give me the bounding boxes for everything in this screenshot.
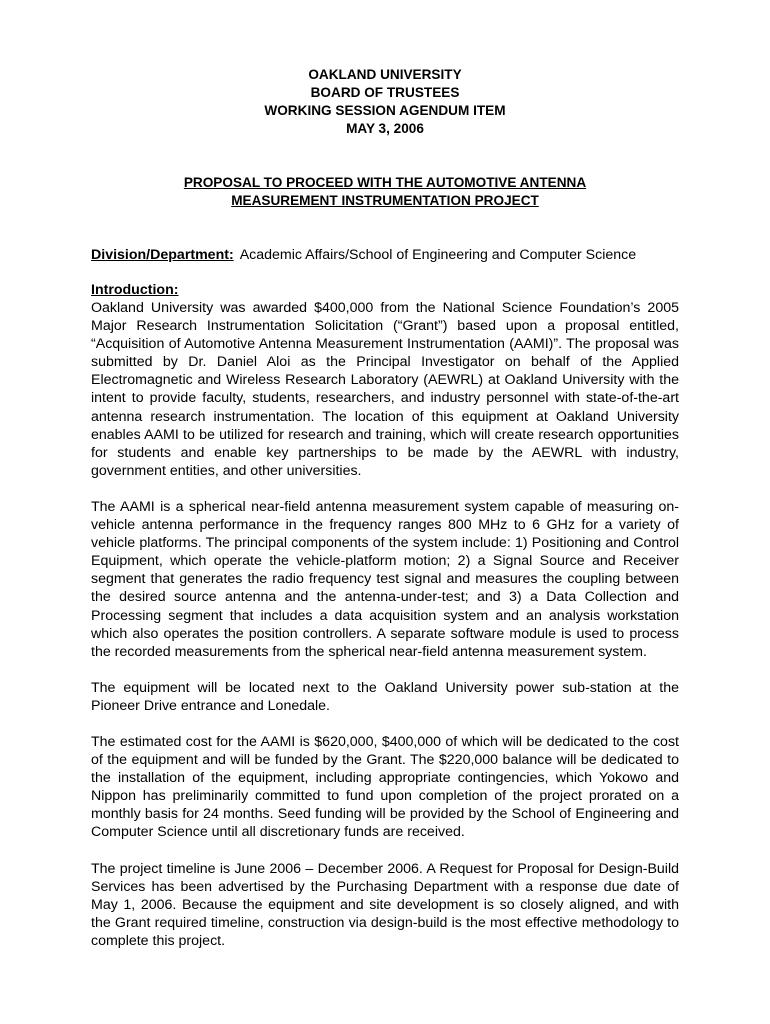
document-page [91,66,679,950]
paragraph-cost: The estimated cost for the AAMI is $620,000, $400,000 of which will be dedicated to the cost of the equipment and will be funded by the Grant. The $220,000 balance will be dedicated to the installation of the equipment, including appropriate contingencies, which Yokowo and Nippon has preliminarily committed to fund upon completion of the project prorated on a monthly basis for 24 months. Seed funding will be provided by the School of Engineering and Computer Science until all discretionary funds are received. [91,733,679,841]
proposal-title-line-2: MEASUREMENT INSTRUMENTATION PROJECT [231,193,539,208]
division-department [91,246,679,264]
header-university: OAKLAND UNIVERSITY [308,67,462,82]
introduction-body [91,299,679,950]
paragraph-aami-system: The AAMI is a spherical near-field antenna measurement system capable of measuring on-vehicle antenna performance in the frequency ranges 800 MHz to 6 GHz for a variety of vehicle platforms. The principal components of the system include: 1) Positioning and Control Equipment, which operate the vehicle-platform motion; 2) a Signal Source and Receiver segment that generates the radio frequency test signal and measures the coupling between the desired source antenna and the antenna-under-test; and 3) a Data Collection and Processing segment that includes a data acquisition system and an analysis workstation which also operates the position controllers. A separate software module is used to process the recorded measurements from the spherical near-field antenna measurement system. [91,498,679,660]
proposal-title [91,174,679,210]
paragraph-location: The equipment will be located next to the Oakland University power sub-station at the Pioneer Drive entrance and Lonedale. [91,679,679,714]
header-agendum: WORKING SESSION AGENDUM ITEM [264,103,506,118]
header-board: BOARD OF TRUSTEES [310,85,460,100]
division-value: Academic Affairs/School of Engineering and Computer Science [239,247,637,263]
paragraph-timeline: The project timeline is June 2006 – December 2006. A Request for Proposal for Design-Build Services has been advertised by the Purchasing Department with a response due date of May 1, 2006. Because the equipment and site development is so closely aligned, and with the Grant required timeline, construction via design-build is the most effective methodology to complete this project. [91,860,679,949]
header-date: MAY 3, 2006 [346,121,424,136]
document-header [91,66,679,138]
introduction-heading: Introduction: [91,282,179,298]
paragraph-grant: Oakland University was awarded $400,000 from the National Science Foundation’s 2005 Major Research Instrumentation Solicitation (“Grant”) based upon a proposal entitled, “Acquisition of Automotive Antenna Measurement Instrumentation (AAMI)”. The proposal was submitted by Dr. Daniel Aloi as the Principal Investigator on behalf of the Applied Electromagnetic and Wireless Research Laboratory (AEWRL) at Oakland University with the intent to provide faculty, students, researchers, and industry personnel with state-of-the-art antenna research instrumentation. The location of this equipment at Oakland University enables AAMI to be utilized for research and training, which will create research opportunities for students and enable key partnerships to be made by the AEWRL with industry, government entities, and other universities. [91,300,679,479]
proposal-title-line-1: PROPOSAL TO PROCEED WITH THE AUTOMOTIVE ANTENNA [183,175,587,190]
division-label: Division/Department: [91,247,234,263]
